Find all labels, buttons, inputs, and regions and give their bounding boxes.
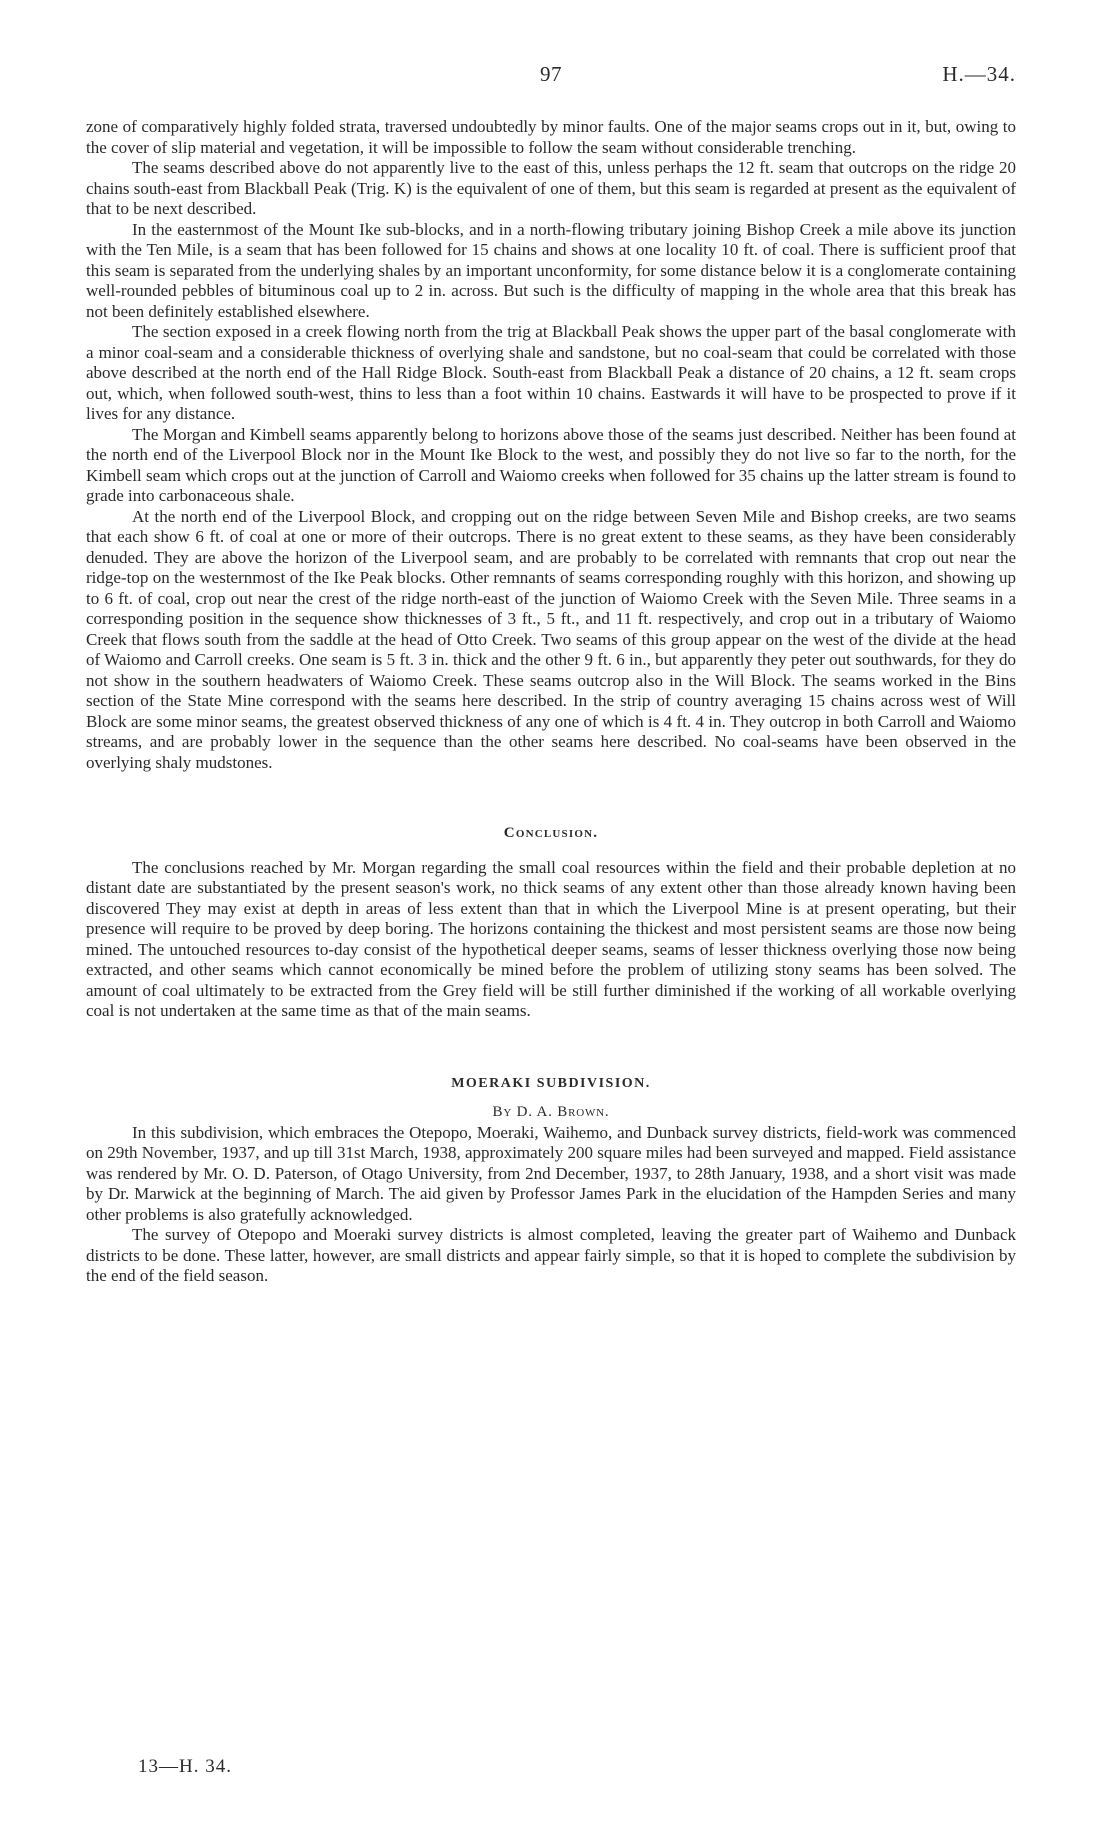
paragraph-liverpool-block: At the north end of the Liverpool Block, and cropping out on the ridge between Seven Mile and Bishop creeks, are two seams that each show 6 ft. of coal at one or more of their outcrops. There is no great extent to these seams, as they have been considerably denuded. They are above the horizon of the Liverpool seam, and are probably to be correlated with remnants that crop out near the ridge-top on the westernmost of the Ike Peak blocks. Other remnants of seams corresponding roughly with this horizon, and showing up to 6 ft. of coal, crop out near the crest of the ridge north-east of the junction of Waiomo Creek with the Seven Mile. Three seams in a corresponding position in the sequence show thicknesses of 3 ft., 5 ft., and 11 ft. respectively, and crop out in a tributary of Waiomo Creek that flows south from the saddle at the head of Otto Creek. Two seams of this group appear on the west of the divide at the head of Waiomo and Carroll creeks. One seam is 5 ft. 3 in. thick and the other 9 ft. 6 in., but apparently they peter out southwards, for they do not show in the southern headwaters of Waiomo Creek. These seams outcrop also in the Will Block. The seams worked in the Bins section of the State Mine correspond with the seams here described. In the strip of country averaging 15 chains across west of Will Block are some minor seams, the greatest observed thickness of any one of which is 4 ft. 4 in. They outcrop in both Carroll and Waiomo streams, and are probably lower in the sequence than the other seams here described. No coal-seams have been observed in the overlying shaly mudstones. — [86, 506, 1016, 772]
page-number: 97 — [540, 62, 562, 86]
moeraki-heading: MOERAKI SUBDIVISION. — [451, 1075, 651, 1091]
paragraph-moeraki-survey: The survey of Otepopo and Moeraki survey districts is almost completed, leaving the greater part of Waihemo and Dunback districts to be done. These latter, however, are small districts and appear fairly simple, so that it is hoped to complete the subdivision by the end of the field season. — [86, 1225, 1016, 1285]
paragraph-zone-folded: zone of comparatively highly folded strata, traversed undoubtedly by minor faults. One of the major seams crops out in it, but, owing to the cover of slip material and vegetation, it will be impossible to follow the seam without considerable trenching. — [86, 117, 1016, 157]
paragraph-seams-east: The seams described above do not apparently live to the east of this, unless perhaps the 12 ft. seam that outcrops on the ridge 20 chains south-east from Blackball Peak (Trig. K) is the equivalent of one of them, but this seam is regarded at present as the equivalent of that to be next described. — [86, 158, 1016, 218]
paragraph-conclusion: The conclusions reached by Mr. Morgan regarding the small coal resources within the field and their probable depletion at no distant date are substantiated by the present season's work, no thick seams of any extent other than those already known having been discovered They may exist at depth in areas of less extent than that in which the Liverpool Mine is at present operating, but their presence will require to be proved by deep boring. The horizons containing the thickest and most persistent seams are those now being mined. The untouched resources to-day consist of the hypothetical deeper seams, seams of lesser thickness overlying those now being extracted, and other seams which cannot economically be mined before the problem of utilizing stony seams has been solved. The amount of coal ultimately to be extracted from the Grey field will be still further diminished if the working of all workable overlying coal is not undertaken at the same time as that of the main seams. — [86, 857, 1016, 1020]
paragraph-moeraki-fieldwork: In this subdivision, which embraces the Otepopo, Moeraki, Waihemo, and Dunback survey districts, field-work was commenced on 29th November, 1937, and up till 31st March, 1938, approximately 200 square miles had been surveyed and mapped. Field assistance was rendered by Mr. O. D. Paterson, of Otago University, from 2nd December, 1937, to 28th January, 1938, and a short visit was made by Dr. Marwick at the beginning of March. The aid given by Professor James Park in the elucidation of the Hampden Series and many other problems is also gratefully acknowledged. — [86, 1122, 1016, 1224]
paragraph-mount-ike: In the easternmost of the Mount Ike sub-blocks, and in a north-flowing tributary joining Bishop Creek a mile above its junction with the Ten Mile, is a seam that has been followed for 15 chains and shows at one locality 10 ft. of coal. There is sufficient proof that this seam is separated from the underlying shales by an important unconformity, for some distance below it is a conglomerate containing well-rounded pebbles of bituminous coal up to 2 in. across. But such is the difficulty of mapping in the whole area that this break has not been definitely established elsewhere. — [86, 219, 1016, 321]
author-byline: By D. A. Brown. — [492, 1104, 610, 1120]
page-header — [86, 62, 1016, 92]
conclusion-heading: Conclusion. — [503, 825, 599, 841]
document-code: H.—34. — [942, 62, 1016, 86]
page-body — [86, 117, 1016, 1287]
signature-mark: 13—H. 34. — [138, 1756, 232, 1777]
paragraph-blackball-section: The section exposed in a creek flowing north from the trig at Blackball Peak shows the upper part of the basal conglomerate with a minor coal-seam and a considerable thickness of overlying shale and sandstone, but no coal-seam that could be correlated with those above described at the north end of the Hall Ridge Block. South-east from Blackball Peak a distance of 20 chains, a 12 ft. seam crops out, which, when followed south-west, thins to less than a foot within 10 chains. Eastwards it will have to be prospected to prove if it lives for any distance. — [86, 322, 1016, 423]
paragraph-morgan-kimbell: The Morgan and Kimbell seams apparently belong to horizons above those of the seams just described. Neither has been found at the north end of the Liverpool Block nor in the Mount Ike Block to the west, and possibly they do not live so far to the north, for the Kimbell seam which crops out at the junction of Carroll and Waiomo creeks when followed for 35 chains up the latter stream is found to grade into carbonaceous shale. — [86, 424, 1016, 505]
